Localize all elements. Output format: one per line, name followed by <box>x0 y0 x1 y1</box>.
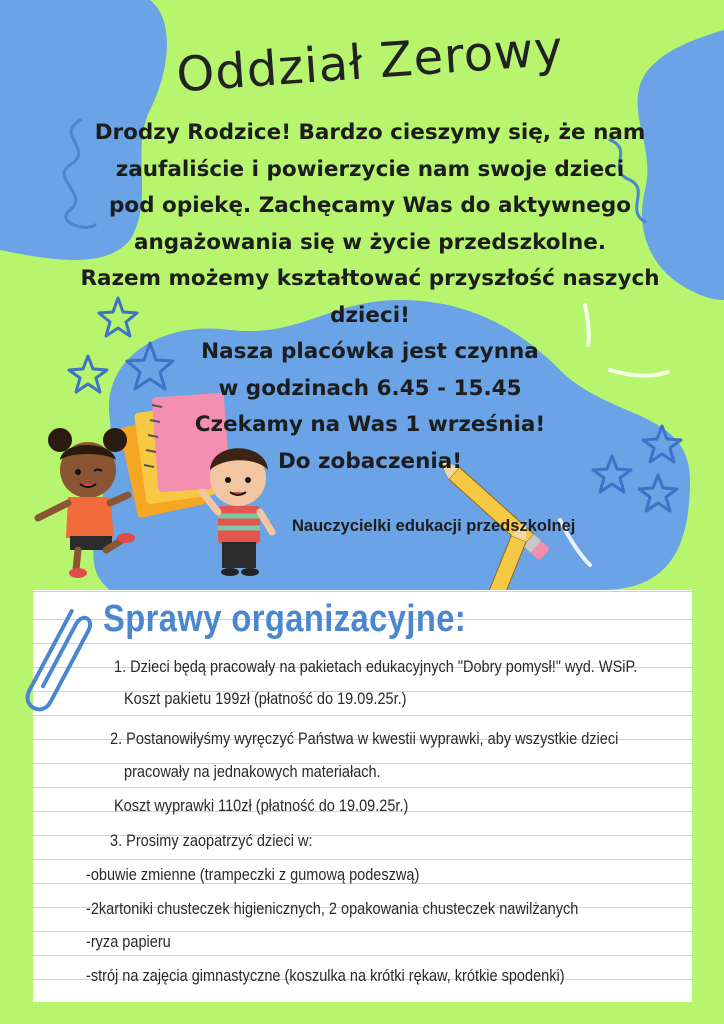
org-line: pracowały na jednakowych materiałach. <box>124 763 381 781</box>
supply-item: -ryza papieru <box>86 933 171 951</box>
intro-line: Razem możemy kształtować przyszłość naszych <box>80 266 660 291</box>
organization-heading: Sprawy organizacyjne: <box>103 598 467 640</box>
opening-hours-line: Nasza placówka jest czynna <box>201 339 539 364</box>
page-title: Oddział Zerowy <box>174 20 566 104</box>
supply-item: -2kartoniki chusteczek higienicznych, 2 opakowania chusteczek nawilżanych <box>86 900 579 918</box>
org-line: Koszt pakietu 199zł (płatność do 19.09.25r.) <box>124 690 407 708</box>
welcome-date-line: Czekamy na Was 1 września! <box>194 412 546 437</box>
intro-line: pod opiekę. Zachęcamy Was do aktywnego <box>109 193 631 218</box>
supply-item: -strój na zajęcia gimnastyczne (koszulka na krótki rękaw, krótkie spodenki) <box>86 967 565 985</box>
org-line: Koszt wyprawki 110zł (płatność do 19.09.25r.) <box>114 797 409 815</box>
paperclip-icon <box>23 610 93 713</box>
signature: Nauczycielki edukacji przedszkolnej <box>292 517 576 535</box>
org-line: 3. Prosimy zaopatrzyć dzieci w: <box>110 832 313 850</box>
intro-line: zaufaliście i powierzycie nam swoje dzieci <box>115 156 625 182</box>
intro-line: Drodzy Rodzice! Bardzo cieszymy się, że nam <box>94 120 646 145</box>
opening-hours-line: w godzinach 6.45 - 15.45 <box>218 375 522 401</box>
org-line: 2. Postanowiłyśmy wyręczyć Państwa w kwestii wyprawki, aby wszystkie dzieci <box>110 730 619 748</box>
intro-line: angażowania się w życie przedszkolne. <box>133 229 607 255</box>
org-line: 1. Dzieci będą pracowały na pakietach edukacyjnych "Dobry pomysł!" wyd. WSiP. <box>114 658 638 676</box>
supply-item: -obuwie zmienne (trampeczki z gumową podeszwą) <box>86 866 420 884</box>
farewell-line: Do zobaczenia! <box>277 448 463 474</box>
intro-line: dzieci! <box>330 302 410 328</box>
